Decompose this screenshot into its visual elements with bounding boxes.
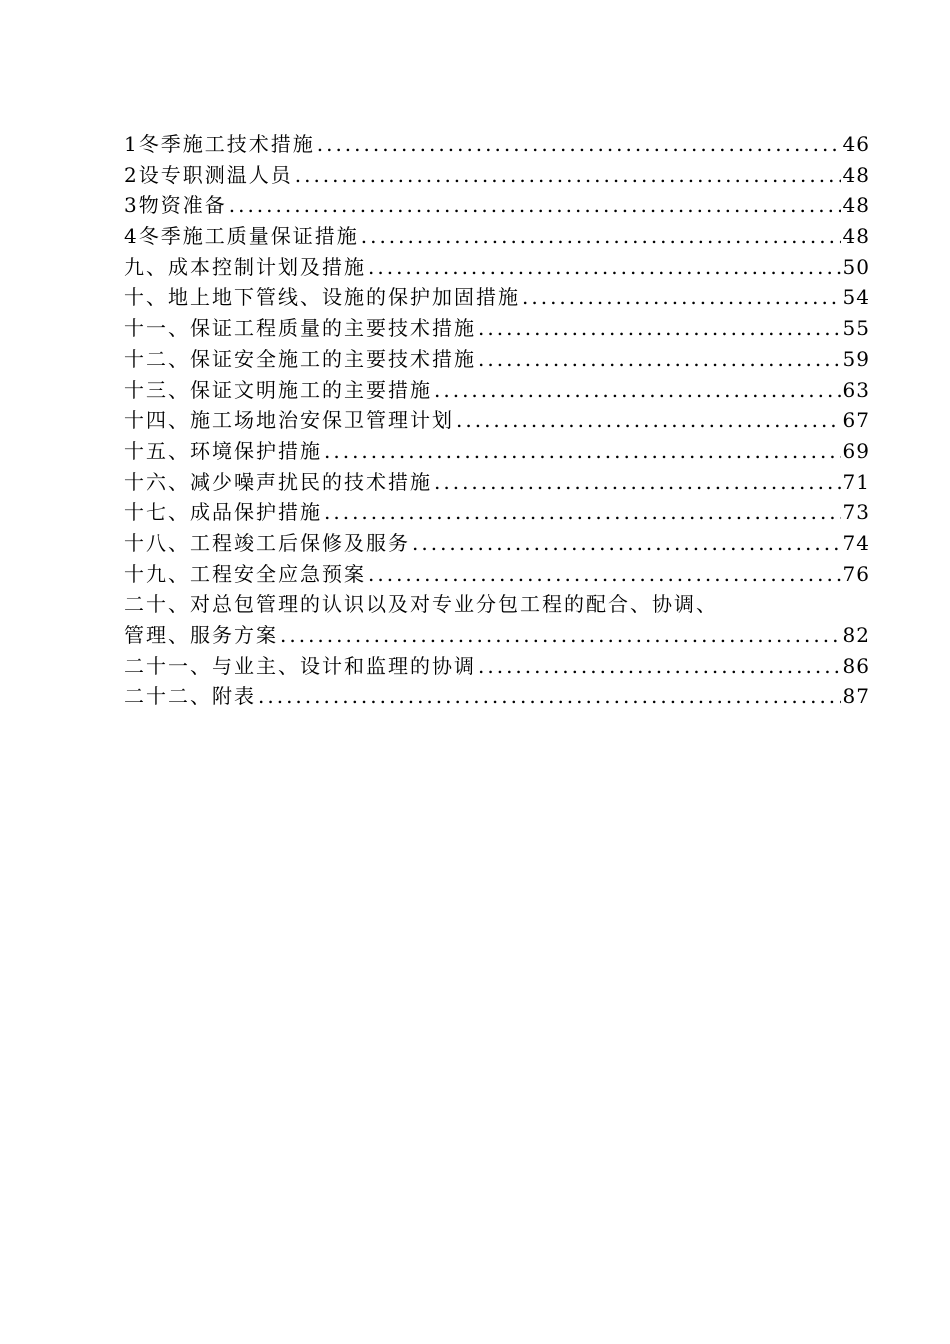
toc-dot-leader	[478, 344, 841, 375]
toc-entry-title: 十一、保证工程质量的主要技术措施	[124, 316, 476, 341]
toc-entry[interactable]	[124, 190, 870, 221]
toc-entry[interactable]	[124, 467, 870, 498]
toc-dot-leader	[317, 129, 841, 160]
table-of-contents	[124, 129, 870, 712]
toc-entry[interactable]	[124, 252, 870, 283]
toc-entry-title: 十三、保证文明施工的主要措施	[124, 377, 432, 402]
toc-entry-title: 十五、环境保护措施	[124, 438, 322, 463]
toc-dot-leader	[280, 620, 841, 651]
toc-page-number: 59	[842, 346, 870, 371]
toc-entry-title: 十、地上地下管线、设施的保护加固措施	[124, 285, 520, 310]
toc-entry-title: 1冬季施工技术措施	[124, 132, 315, 156]
toc-entry-title-line2-row	[124, 620, 870, 651]
toc-entry-title: 十九、工程安全应急预案	[124, 561, 366, 586]
toc-dot-leader	[295, 160, 841, 191]
toc-entry-title: 3物资准备	[124, 193, 227, 218]
toc-entry-title-line2: 管理、服务方案	[124, 623, 278, 647]
toc-entry[interactable]	[124, 497, 870, 528]
toc-entry-title: 十四、施工场地治安保卫管理计划	[124, 408, 454, 433]
toc-page-number: 73	[842, 500, 870, 525]
toc-page-number: 48	[842, 193, 870, 218]
toc-entry-title: 2设专职测温人员	[124, 162, 293, 187]
toc-dot-leader	[522, 282, 841, 313]
toc-entry[interactable]	[124, 160, 870, 191]
toc-dot-leader	[368, 559, 841, 590]
toc-page-number: 74	[842, 530, 870, 555]
toc-entry[interactable]	[124, 559, 870, 590]
toc-dot-leader	[258, 681, 841, 712]
toc-entry[interactable]	[124, 436, 870, 467]
toc-page-number: 69	[842, 438, 870, 463]
toc-dot-leader	[478, 313, 841, 344]
toc-dot-leader	[229, 190, 841, 221]
toc-dot-leader	[324, 436, 841, 467]
toc-entry[interactable]	[124, 344, 870, 375]
toc-entry-title: 4冬季施工质量保证措施	[124, 224, 359, 249]
toc-page-number: 48	[842, 224, 870, 249]
toc-page-number: 86	[842, 653, 870, 678]
toc-entry-title: 十七、成品保护措施	[124, 500, 322, 525]
toc-entry[interactable]	[124, 405, 870, 436]
toc-page-number: 48	[842, 162, 870, 187]
toc-dot-leader	[434, 467, 841, 498]
toc-entry[interactable]	[124, 221, 870, 252]
toc-entry[interactable]	[124, 375, 870, 406]
toc-dot-leader	[434, 375, 841, 406]
toc-entry[interactable]	[124, 282, 870, 313]
toc-entry-title: 二十二、附表	[124, 684, 256, 709]
toc-dot-leader	[368, 252, 841, 283]
toc-page-number: 71	[842, 469, 870, 494]
toc-dot-leader	[412, 528, 841, 559]
toc-page-number: 54	[842, 285, 870, 310]
toc-dot-leader	[361, 221, 841, 252]
toc-entry[interactable]	[124, 313, 870, 344]
toc-entry-wrapped[interactable]	[124, 589, 870, 650]
toc-page-number: 46	[842, 132, 870, 156]
toc-page-number: 87	[842, 684, 870, 709]
toc-page-number: 76	[842, 561, 870, 586]
toc-dot-leader	[324, 497, 841, 528]
toc-page-number: 67	[842, 408, 870, 433]
toc-entry[interactable]	[124, 129, 870, 160]
toc-entry[interactable]	[124, 681, 870, 712]
toc-page-number: 55	[842, 316, 870, 341]
toc-entry[interactable]	[124, 651, 870, 682]
toc-entry-title: 九、成本控制计划及措施	[124, 254, 366, 279]
toc-page-number: 82	[842, 623, 870, 647]
toc-dot-leader	[456, 405, 841, 436]
toc-page-number: 50	[842, 254, 870, 279]
toc-entry-title: 二十一、与业主、设计和监理的协调	[124, 653, 476, 678]
toc-dot-leader	[478, 651, 841, 682]
toc-entry-title: 十八、工程竣工后保修及服务	[124, 530, 410, 555]
toc-page-number: 63	[842, 377, 870, 402]
toc-entry-title: 十六、减少噪声扰民的技术措施	[124, 469, 432, 494]
toc-entry-title: 十二、保证安全施工的主要技术措施	[124, 346, 476, 371]
toc-entry[interactable]	[124, 528, 870, 559]
toc-entry-title-line1: 二十、对总包管理的认识以及对专业分包工程的配合、协调、	[124, 592, 718, 617]
